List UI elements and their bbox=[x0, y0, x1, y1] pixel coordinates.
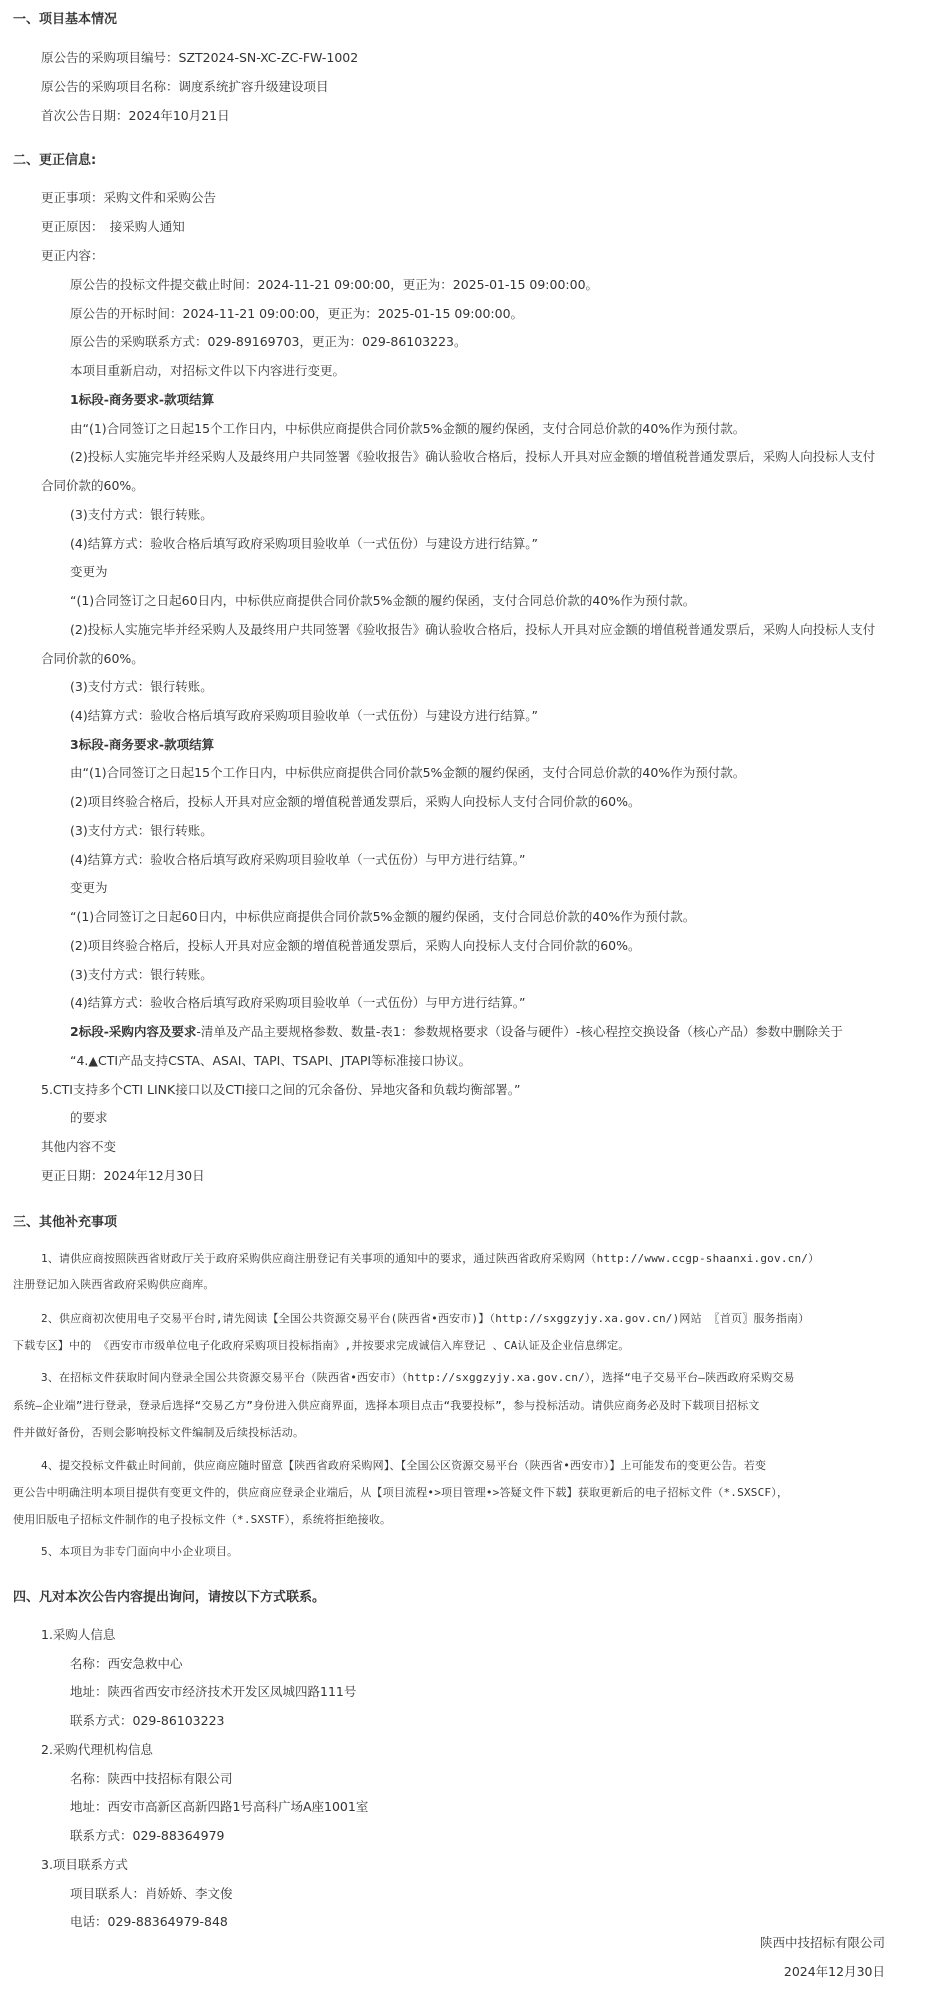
project-number-line: 原公告的采购项目编号：SZT2024-SN-XC-ZC-FW-1002 bbox=[41, 50, 359, 65]
lot3-new-line: “(1)合同签订之日起60日内，中标供应商提供合同价款5%金额的履约保函，支付合同总价款的40%作为预付款。 bbox=[70, 909, 696, 924]
correction-matter: 更正事项：采购文件和采购公告 bbox=[41, 190, 217, 205]
supplementary-line: 5、本项目为非专门面向中小企业项目。 bbox=[41, 1545, 239, 1558]
supplementary-line: 下载专区】中的 《西安市市级单位电子化政府采购项目投标指南》,并按要求完成诚信入库登记 、CA认证及企业信息绑定。 bbox=[13, 1339, 630, 1352]
project-contact-phone: 电话：029-88364979-848 bbox=[70, 1914, 228, 1929]
first-announce-date: 2024年10月21日 bbox=[128, 108, 230, 123]
correction-line: 原公告的采购联系方式：029-89169703，更正为：029-86103223。 bbox=[70, 334, 467, 349]
lot3-new-line: (4)结算方式：验收合格后填写政府采购项目验收单（一式伍份）与甲方进行结算。” bbox=[70, 995, 526, 1010]
first-announce-date-line: 首次公告日期：2024年10月21日 bbox=[41, 108, 230, 123]
correction-reason: 更正原因： 接采购人通知 bbox=[41, 219, 185, 234]
correction-line: 原公告的投标文件提交截止时间：2024-11-21 09:00:00，更正为：2025-01-15 09:00:00。 bbox=[70, 277, 599, 292]
lot3-change-to: 变更为 bbox=[70, 880, 108, 895]
lot3-title: 3标段-商务要求-款项结算 bbox=[70, 737, 215, 752]
lot2-paragraph: 2标段-采购内容及要求-清单及产品主要规格参数、数量-表1：参数规格要求（设备与硬件）-核心程控交换设备（核心产品）参数中删除关于 bbox=[70, 1024, 843, 1039]
lot2-title: 2标段-采购内容及要求 bbox=[70, 1024, 197, 1039]
correction-line: 原公告的开标时间：2024-11-21 09:00:00，更正为：2025-01-15 09:00:00。 bbox=[70, 306, 524, 321]
footer-date: 2024年12月30日 bbox=[783, 1964, 885, 1979]
correction-date: 更正日期：2024年12月30日 bbox=[41, 1168, 205, 1183]
lot1-title: 1标段-商务要求-款项结算 bbox=[70, 392, 215, 407]
section4-title: 四、凡对本次公告内容提出询问，请按以下方式联系。 bbox=[13, 1590, 326, 1605]
section2-title: 二、更正信息: bbox=[13, 153, 97, 168]
project-name-line: 原公告的采购项目名称：调度系统扩容升级建设项目 bbox=[41, 79, 329, 94]
project-contact-person: 项目联系人：肖娇娇、李文俊 bbox=[70, 1886, 233, 1901]
agent-name: 名称：陕西中技招标有限公司 bbox=[70, 1771, 233, 1786]
agent-phone: 联系方式：029-88364979 bbox=[70, 1828, 225, 1843]
buyer-info-title: 1.采购人信息 bbox=[41, 1627, 116, 1642]
lot1-new-line: 合同价款的60%。 bbox=[41, 651, 144, 666]
supplementary-line: 更公告中明确注明本项目提供有变更文件的，供应商应登录企业端后，从【项目流程•>项目管理•>答疑文件下载】获取更新后的电子招标文件（*.SXSCF）， bbox=[13, 1486, 789, 1499]
lot3-new-line: (3)支付方式：银行转账。 bbox=[70, 967, 213, 982]
lot3-original-line: (3)支付方式：银行转账。 bbox=[70, 823, 213, 838]
section1-title: 一、项目基本情况 bbox=[13, 12, 118, 27]
lot2-item5: 5.CTI支持多个CTI LINK接口以及CTI接口之间的冗余备份、异地灾备和负载均衡部署。” bbox=[41, 1082, 521, 1097]
lot1-new-line: (4)结算方式：验收合格后填写政府采购项目验收单（一式伍份）与建设方进行结算。” bbox=[70, 708, 538, 723]
other-unchanged: 其他内容不变 bbox=[41, 1139, 117, 1154]
buyer-address: 地址：陕西省西安市经济技术开发区凤城四路111号 bbox=[70, 1684, 357, 1699]
buyer-name: 名称：西安急救中心 bbox=[70, 1656, 183, 1671]
supplementary-line: 注册登记加入陕西省政府采购供应商库。 bbox=[13, 1278, 215, 1291]
agent-address: 地址：西安市高新区高新四路1号高科广场A座1001室 bbox=[70, 1799, 369, 1814]
lot3-original-line: 由“(1)合同签订之日起15个工作日内，中标供应商提供合同价款5%金额的履约保函，支付合同总价款的40%作为预付款。 bbox=[70, 765, 746, 780]
supplementary-line: 3、在招标文件获取时间内登录全国公共资源交易平台（陕西省•西安市）（http://sxggzyjy.xa.gov.cn/），选择“电子交易平台—陕西政府采购交易 bbox=[41, 1371, 795, 1384]
footer-company: 陕西中技招标有限公司 bbox=[759, 1935, 885, 1950]
buyer-phone: 联系方式：029-86103223 bbox=[70, 1713, 225, 1728]
lot1-original-line: (2)投标人实施完毕并经采购人及最终用户共同签署《验收报告》确认验收合格后，投标人开具对应金额的增值税普通发票后，采购人向投标人支付 bbox=[70, 449, 876, 464]
project-contact-title: 3.项目联系方式 bbox=[41, 1857, 128, 1872]
lot1-new-line: “(1)合同签订之日起60日内，中标供应商提供合同价款5%金额的履约保函，支付合同总价款的40%作为预付款。 bbox=[70, 593, 696, 608]
supplementary-line: 1、请供应商按照陕西省财政厅关于政府采购供应商注册登记有关事项的通知中的要求，通过陕西省政府采购网（http://www.ccgp-shaanxi.gov.cn/） bbox=[41, 1252, 820, 1265]
supplementary-line: 4、提交投标文件截止时间前，供应商应随时留意【陕西省政府采购网】、【全国公区资源交易平台（陕西省•西安市）】上可能发布的变更公告。若变 bbox=[41, 1459, 767, 1472]
lot1-new-line: (3)支付方式：银行转账。 bbox=[70, 679, 213, 694]
supplementary-line: 2、供应商初次使用电子交易平台时,请先阅读【全国公共资源交易平台(陕西省•西安市)】（http://sxggzyjy.xa.gov.cn/)网站 〖首页〗服务指南） bbox=[41, 1312, 810, 1325]
project-number: SZT2024-SN-XC-ZC-FW-1002 bbox=[178, 50, 359, 65]
correction-content-label: 更正内容： bbox=[41, 248, 104, 263]
lot1-original-line: 合同价款的60%。 bbox=[41, 478, 144, 493]
section3-title: 三、其他补充事项 bbox=[13, 1215, 118, 1230]
lot1-change-to: 变更为 bbox=[70, 564, 108, 579]
lot1-original-line: (4)结算方式：验收合格后填写政府采购项目验收单（一式伍份）与建设方进行结算。” bbox=[70, 536, 538, 551]
lot3-original-line: (2)项目终验合格后，投标人开具对应金额的增值税普通发票后，采购人向投标人支付合同价款的60%。 bbox=[70, 794, 641, 809]
lot1-new-line: (2)投标人实施完毕并经采购人及最终用户共同签署《验收报告》确认验收合格后，投标人开具对应金额的增值税普通发票后，采购人向投标人支付 bbox=[70, 622, 876, 637]
supplementary-line: 系统—企业端”进行登录，登录后选择“交易乙方”身份进入供应商界面，选择本项目点击“我要投标”，参与投标活动。请供应商务必及时下载项目招标文 bbox=[13, 1399, 760, 1412]
project-name: 调度系统扩容升级建设项目 bbox=[178, 79, 329, 94]
lot2-item4: “4.▲CTI产品支持CSTA、ASAI、TAPI、TSAPI、JTAPI等标准接口协议。 bbox=[70, 1053, 472, 1068]
lot3-new-line: (2)项目终验合格后，投标人开具对应金额的增值税普通发票后，采购人向投标人支付合同价款的60%。 bbox=[70, 938, 641, 953]
supplementary-line: 使用旧版电子招标文件制作的电子投标文件（*.SXSTF），系统将拒绝接收。 bbox=[13, 1513, 392, 1526]
lot3-original-line: (4)结算方式：验收合格后填写政府采购项目验收单（一式伍份）与甲方进行结算。” bbox=[70, 852, 526, 867]
lot1-original-line: 由“(1)合同签订之日起15个工作日内，中标供应商提供合同价款5%金额的履约保函，支付合同总价款的40%作为预付款。 bbox=[70, 421, 746, 436]
lot2-requirement: 的要求 bbox=[70, 1110, 108, 1125]
agent-info-title: 2.采购代理机构信息 bbox=[41, 1742, 153, 1757]
lot1-original-line: (3)支付方式：银行转账。 bbox=[70, 507, 213, 522]
supplementary-line: 件并做好备份，否则会影响投标文件编制及后续投标活动。 bbox=[13, 1426, 305, 1439]
correction-line: 本项目重新启动，对招标文件以下内容进行变更。 bbox=[70, 363, 346, 378]
